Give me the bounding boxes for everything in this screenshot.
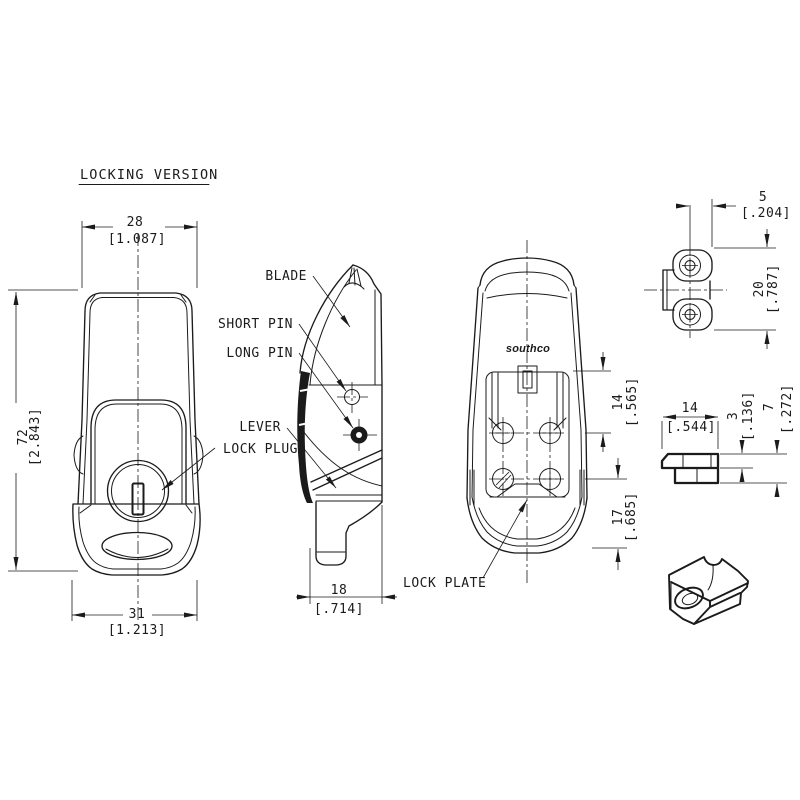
dim-lockplate-offset-inch: [.685]	[624, 492, 639, 542]
label-short-pin: SHORT PIN	[218, 317, 293, 332]
side-view-dimensions	[296, 505, 397, 617]
dim-front-height-inch: [2.843]	[28, 407, 43, 467]
back-view	[467, 240, 587, 586]
dim-base-width-inch: [1.213]	[107, 623, 167, 638]
dim-front-height-mm: 72	[16, 428, 31, 446]
striker-tab	[518, 366, 537, 393]
dim-keeper-height-inch: [.787]	[766, 264, 781, 314]
right-wing	[194, 436, 203, 474]
label-lock-plug: LOCK PLUG	[223, 442, 298, 457]
dim-plate-width-inch: [.544]	[666, 420, 716, 435]
dim-pin-offset-inch: [.565]	[625, 377, 640, 427]
lock-plate-isometric-view	[669, 557, 748, 624]
dim-base-width-mm: 31	[128, 607, 146, 622]
side-view	[297, 265, 382, 565]
dim-keeper-height-mm: 20	[752, 280, 767, 298]
drawing-title-block	[79, 167, 218, 185]
dim-side-depth-inch: [.714]	[314, 602, 364, 617]
page-title: LOCKING VERSION	[80, 167, 219, 183]
dim-plate-height-inch: [.272]	[780, 384, 795, 434]
finger-pull-recess	[102, 533, 172, 560]
dim-keeper-hole-offset-inch: [.204]	[741, 206, 791, 221]
dim-side-depth-mm: 18	[330, 583, 348, 598]
dim-front-width-mm: 28	[126, 215, 144, 230]
southco-logo: southco	[505, 343, 551, 355]
left-wing	[74, 436, 83, 474]
front-view	[73, 233, 203, 622]
dim-plate-height-mm: 7	[762, 402, 777, 412]
callouts	[162, 269, 527, 591]
dim-pin-offset-mm: 14	[611, 393, 626, 411]
label-lock-plate: LOCK PLATE	[403, 576, 487, 591]
dim-keeper-hole-offset-mm: 5	[758, 190, 768, 205]
label-blade: BLADE	[265, 269, 307, 284]
label-lever: LEVER	[239, 420, 281, 435]
dim-front-width-inch: [1.087]	[107, 232, 167, 247]
keeper-view	[644, 190, 791, 349]
countersunk-hole	[672, 584, 706, 612]
label-long-pin: LONG PIN	[226, 346, 293, 361]
dim-plate-step-mm: 3	[726, 411, 741, 421]
dim-lockplate-offset-mm: 17	[611, 508, 626, 526]
dim-plate-step-inch: [.136]	[741, 391, 756, 441]
lock-plate-profile-view	[662, 384, 795, 497]
dim-plate-width-mm: 14	[681, 401, 699, 416]
